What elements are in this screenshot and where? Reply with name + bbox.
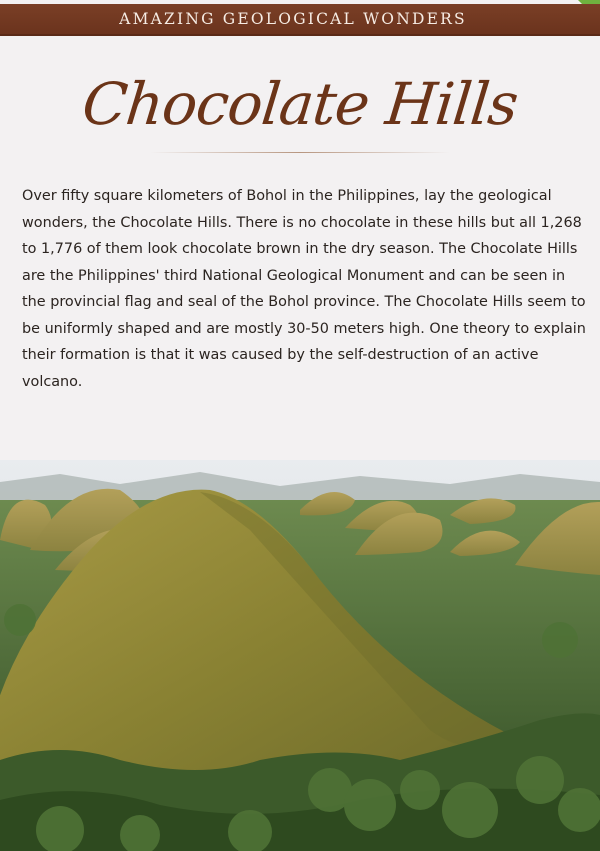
article-body: Over fifty square kilometers of Bohol in the Philippines, lay the geological wonders, the Chocolate Hills. There is no chocolate in these hills but all 1,268 to 1,776 of them look chocolate brown in the dry season. The Chocolate Hills are the Philippines' third National Geological Monument and can be seen in the provincial flag and seal of the Bohol province. The Chocolate Hills seem to be uniformly shaped and are mostly 30-50 meters high. One theory to explain their formation is that it was caused by the self-destruction of an active volcano. [22,188,586,390]
page-title: Chocolate Hills [79,70,521,138]
section-banner [0,4,600,36]
title-divider [150,152,450,153]
chocolate-hills-photo [0,460,600,851]
banner-text: AMAZING GEOLOGICAL WONDERS [119,10,467,28]
